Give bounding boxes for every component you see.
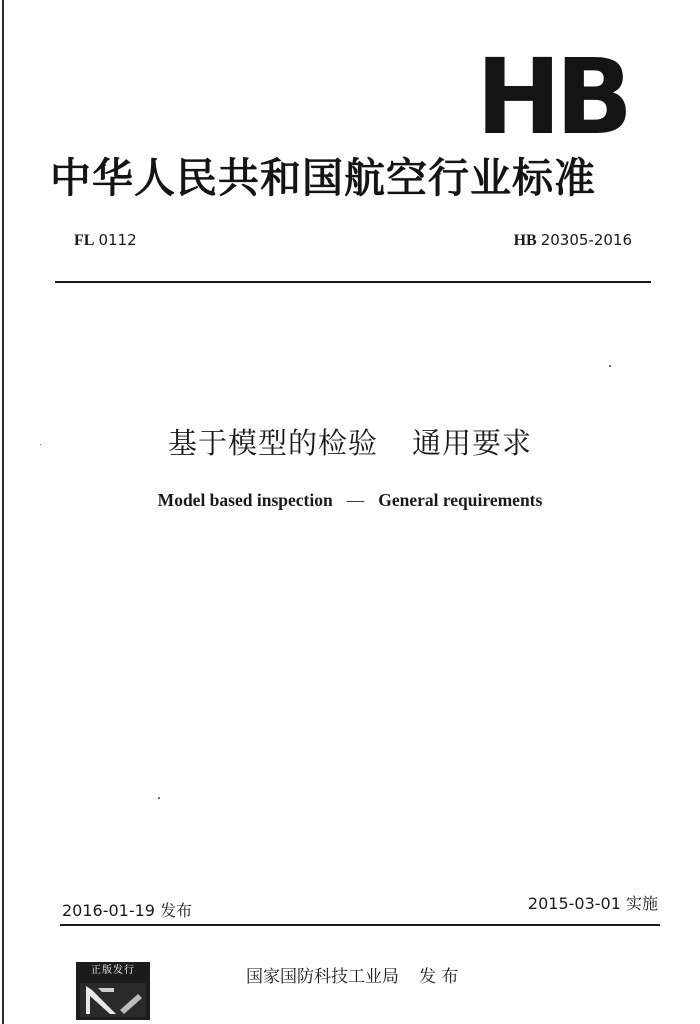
issue-date: [62, 898, 192, 921]
issue-date-label: 发布: [160, 901, 193, 920]
badge-emblem-icon: [76, 980, 150, 1020]
header-divider: [55, 281, 651, 283]
genuine-edition-badge: [76, 962, 150, 1020]
chinese-title-sub: 通用要求: [412, 426, 533, 460]
class-code-prefix: FL: [74, 232, 95, 249]
implementation-date: [528, 891, 658, 914]
class-code-number: 0112: [98, 231, 137, 249]
standard-number: [514, 231, 632, 250]
implementation-date-value: 2015-03-01: [527, 894, 621, 913]
classification-code: [74, 231, 137, 250]
standard-title: 中华人民共和国航空行业标准: [50, 154, 596, 202]
chinese-title: [0, 421, 700, 462]
publisher-action: 发 布: [419, 967, 459, 987]
english-title: [0, 490, 700, 511]
hb-logo: HB: [476, 36, 628, 158]
publisher-name: 国家国防科技工业局: [246, 967, 399, 987]
english-title-dash: —: [346, 490, 365, 510]
chinese-title-main: 基于模型的检验: [167, 426, 378, 460]
badge-label: 正版发行: [76, 962, 150, 980]
scan-border-line: [2, 0, 4, 1024]
scan-speck: [609, 365, 611, 367]
publisher: [246, 962, 458, 987]
implementation-date-label: 实施: [625, 894, 658, 913]
footer-divider: [60, 924, 660, 926]
standard-number-prefix: HB: [513, 232, 537, 249]
scan-speck: [158, 797, 160, 799]
english-title-main: Model based inspection: [157, 490, 333, 510]
standard-number-value: 20305-2016: [540, 231, 632, 249]
issue-date-value: 2016-01-19: [62, 901, 155, 920]
english-title-sub: General requirements: [378, 490, 543, 510]
